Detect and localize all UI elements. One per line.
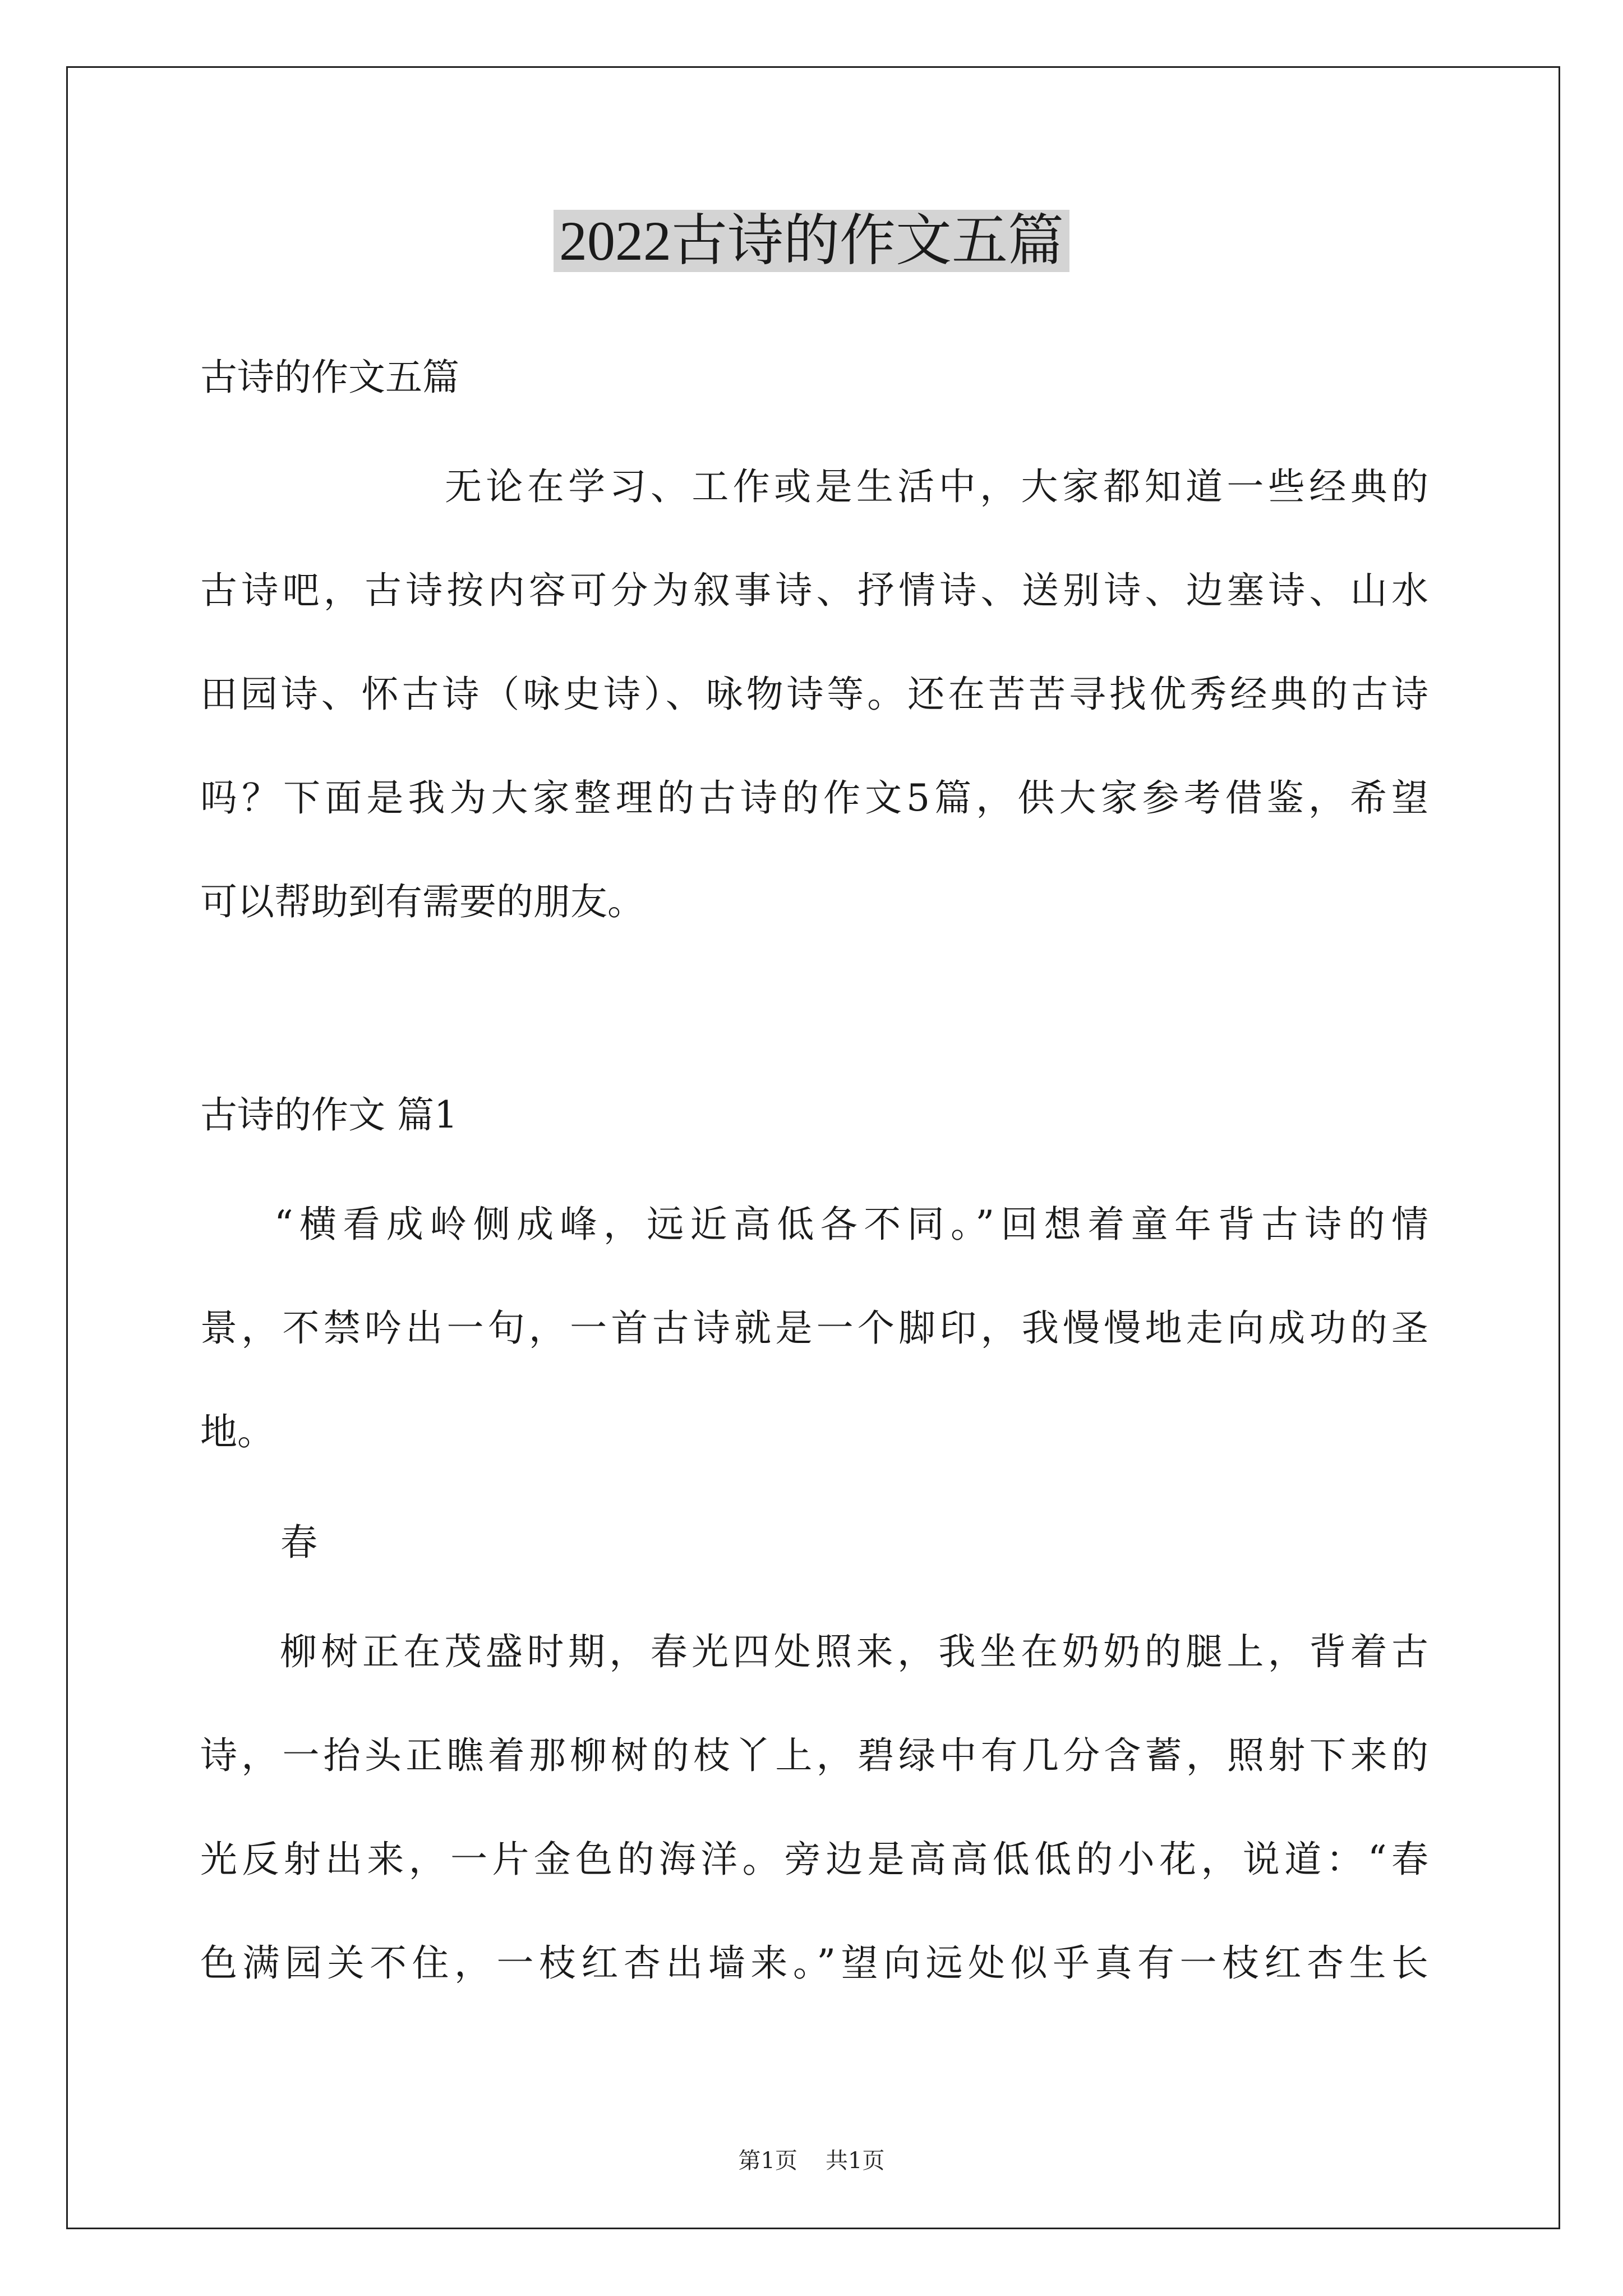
page-total: 共1页 bbox=[826, 2148, 885, 2174]
para1-line-3: 地。 bbox=[200, 1410, 274, 1453]
document-title-text: 2022古诗的作文五篇 bbox=[554, 210, 1069, 272]
page-number: 第1页 bbox=[738, 2148, 797, 2174]
document-title bbox=[0, 199, 1623, 283]
page-footer bbox=[0, 2144, 1623, 2178]
section-heading: 古诗的作文 篇1 bbox=[200, 1093, 458, 1137]
intro-line-3: 田园诗、怀古诗（咏史诗）、咏物诗等。还在苦苦寻找优秀经典的古诗 bbox=[200, 673, 1428, 716]
intro-line-5: 可以帮助到有需要的朋友。 bbox=[200, 880, 644, 923]
para1-line-2: 景，不禁吟出一句，一首古诗就是一个脚印，我慢慢地走向成功的圣 bbox=[200, 1306, 1428, 1350]
intro-line-2: 古诗吧，古诗按内容可分为叙事诗、抒情诗、送别诗、边塞诗、山水 bbox=[200, 569, 1428, 612]
para2-line-3: 光反射出来，一片金色的海洋。旁边是高高低低的小花，说道：“春 bbox=[200, 1838, 1428, 1881]
intro-line-4: 吗？下面是我为大家整理的古诗的作文5篇，供大家参考借鉴，希望 bbox=[200, 776, 1428, 820]
document-subtitle: 古诗的作文五篇 bbox=[200, 356, 459, 399]
para2-line-1: 柳树正在茂盛时期，春光四处照来，我坐在奶奶的腿上，背着古 bbox=[280, 1630, 1428, 1673]
season-heading: 春 bbox=[280, 1521, 317, 1564]
intro-line-1: 无论在学习、工作或是生活中，大家都知道一些经典的 bbox=[445, 465, 1428, 508]
para2-line-4: 色满园关不住，一枝红杏出墙来。”望向远处似乎真有一枝红杏生长 bbox=[200, 1941, 1428, 1985]
para1-line-1: “横看成岭侧成峰，远近高低各不同。”回想着童年背古诗的情 bbox=[274, 1203, 1428, 1246]
para2-line-2: 诗，一抬头正瞧着那柳树的枝丫上，碧绿中有几分含蓄，照射下来的 bbox=[200, 1734, 1428, 1777]
